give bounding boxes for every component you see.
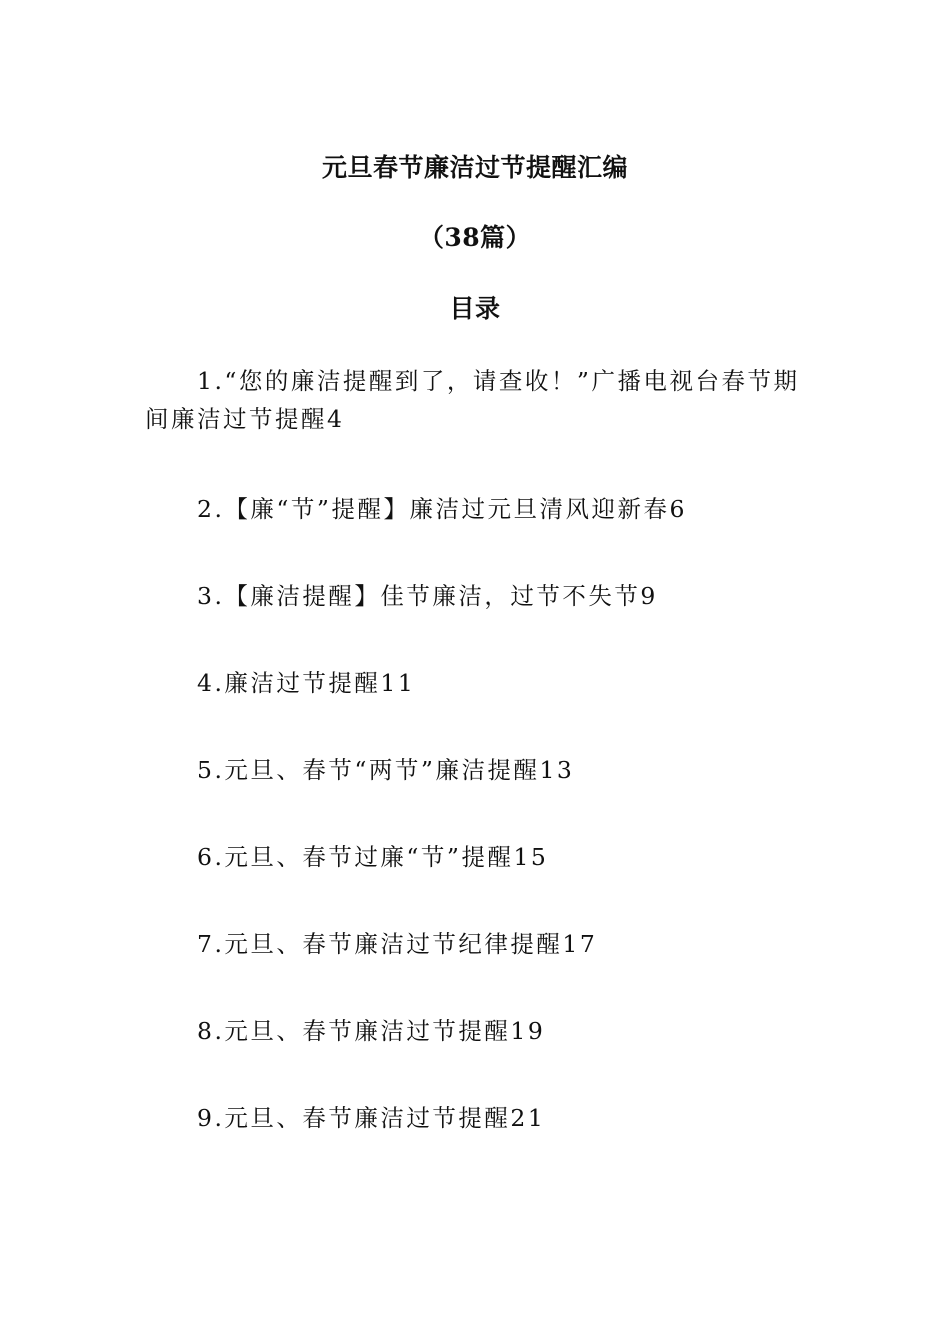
toc-item-page: 4 [327,405,345,433]
toc-item[interactable] [145,1099,805,1137]
toc-heading: 目录 [449,294,501,323]
toc-item-label: 7.元旦、春节廉洁过节纪律提醒 [197,930,563,958]
toc-item[interactable] [145,838,805,876]
toc-item-page: 17 [562,930,598,958]
toc-item-page: 15 [513,843,549,871]
toc-item[interactable] [145,1012,805,1050]
toc-item-page: 11 [380,669,416,697]
toc-item[interactable] [145,751,805,789]
toc-item-label: 2.【廉“节”提醒】廉洁过元旦清风迎新春 [197,495,670,523]
document-title: 元旦春节廉洁过节提醒汇编 [321,153,628,182]
table-of-contents [145,362,805,1186]
toc-item-page: 9 [640,582,658,610]
toc-item[interactable] [145,362,805,438]
toc-item-label: 9.元旦、春节廉洁过节提醒 [197,1104,511,1132]
document-subtitle: （38篇） [418,223,532,252]
toc-item-label: 6.元旦、春节过廉“节”提醒 [197,843,514,871]
toc-item[interactable] [145,925,805,963]
toc-item-page: 19 [510,1017,546,1045]
toc-item-label: 5.元旦、春节“两节”廉洁提醒 [197,756,540,784]
toc-item-label: 3.【廉洁提醒】佳节廉洁，过节不失节 [197,582,641,610]
toc-item-label: 4.廉洁过节提醒 [197,669,381,697]
toc-item-page: 6 [669,495,687,523]
toc-item[interactable] [145,490,805,528]
toc-item-label: 1.“您的廉洁提醒到了，请查收！”广播电视台春节期间廉洁过节提醒 [145,367,800,433]
toc-item-page: 21 [510,1104,546,1132]
toc-item-page: 13 [539,756,575,784]
toc-item-label: 8.元旦、春节廉洁过节提醒 [197,1017,511,1045]
toc-item[interactable] [145,664,805,702]
toc-item[interactable] [145,577,805,615]
